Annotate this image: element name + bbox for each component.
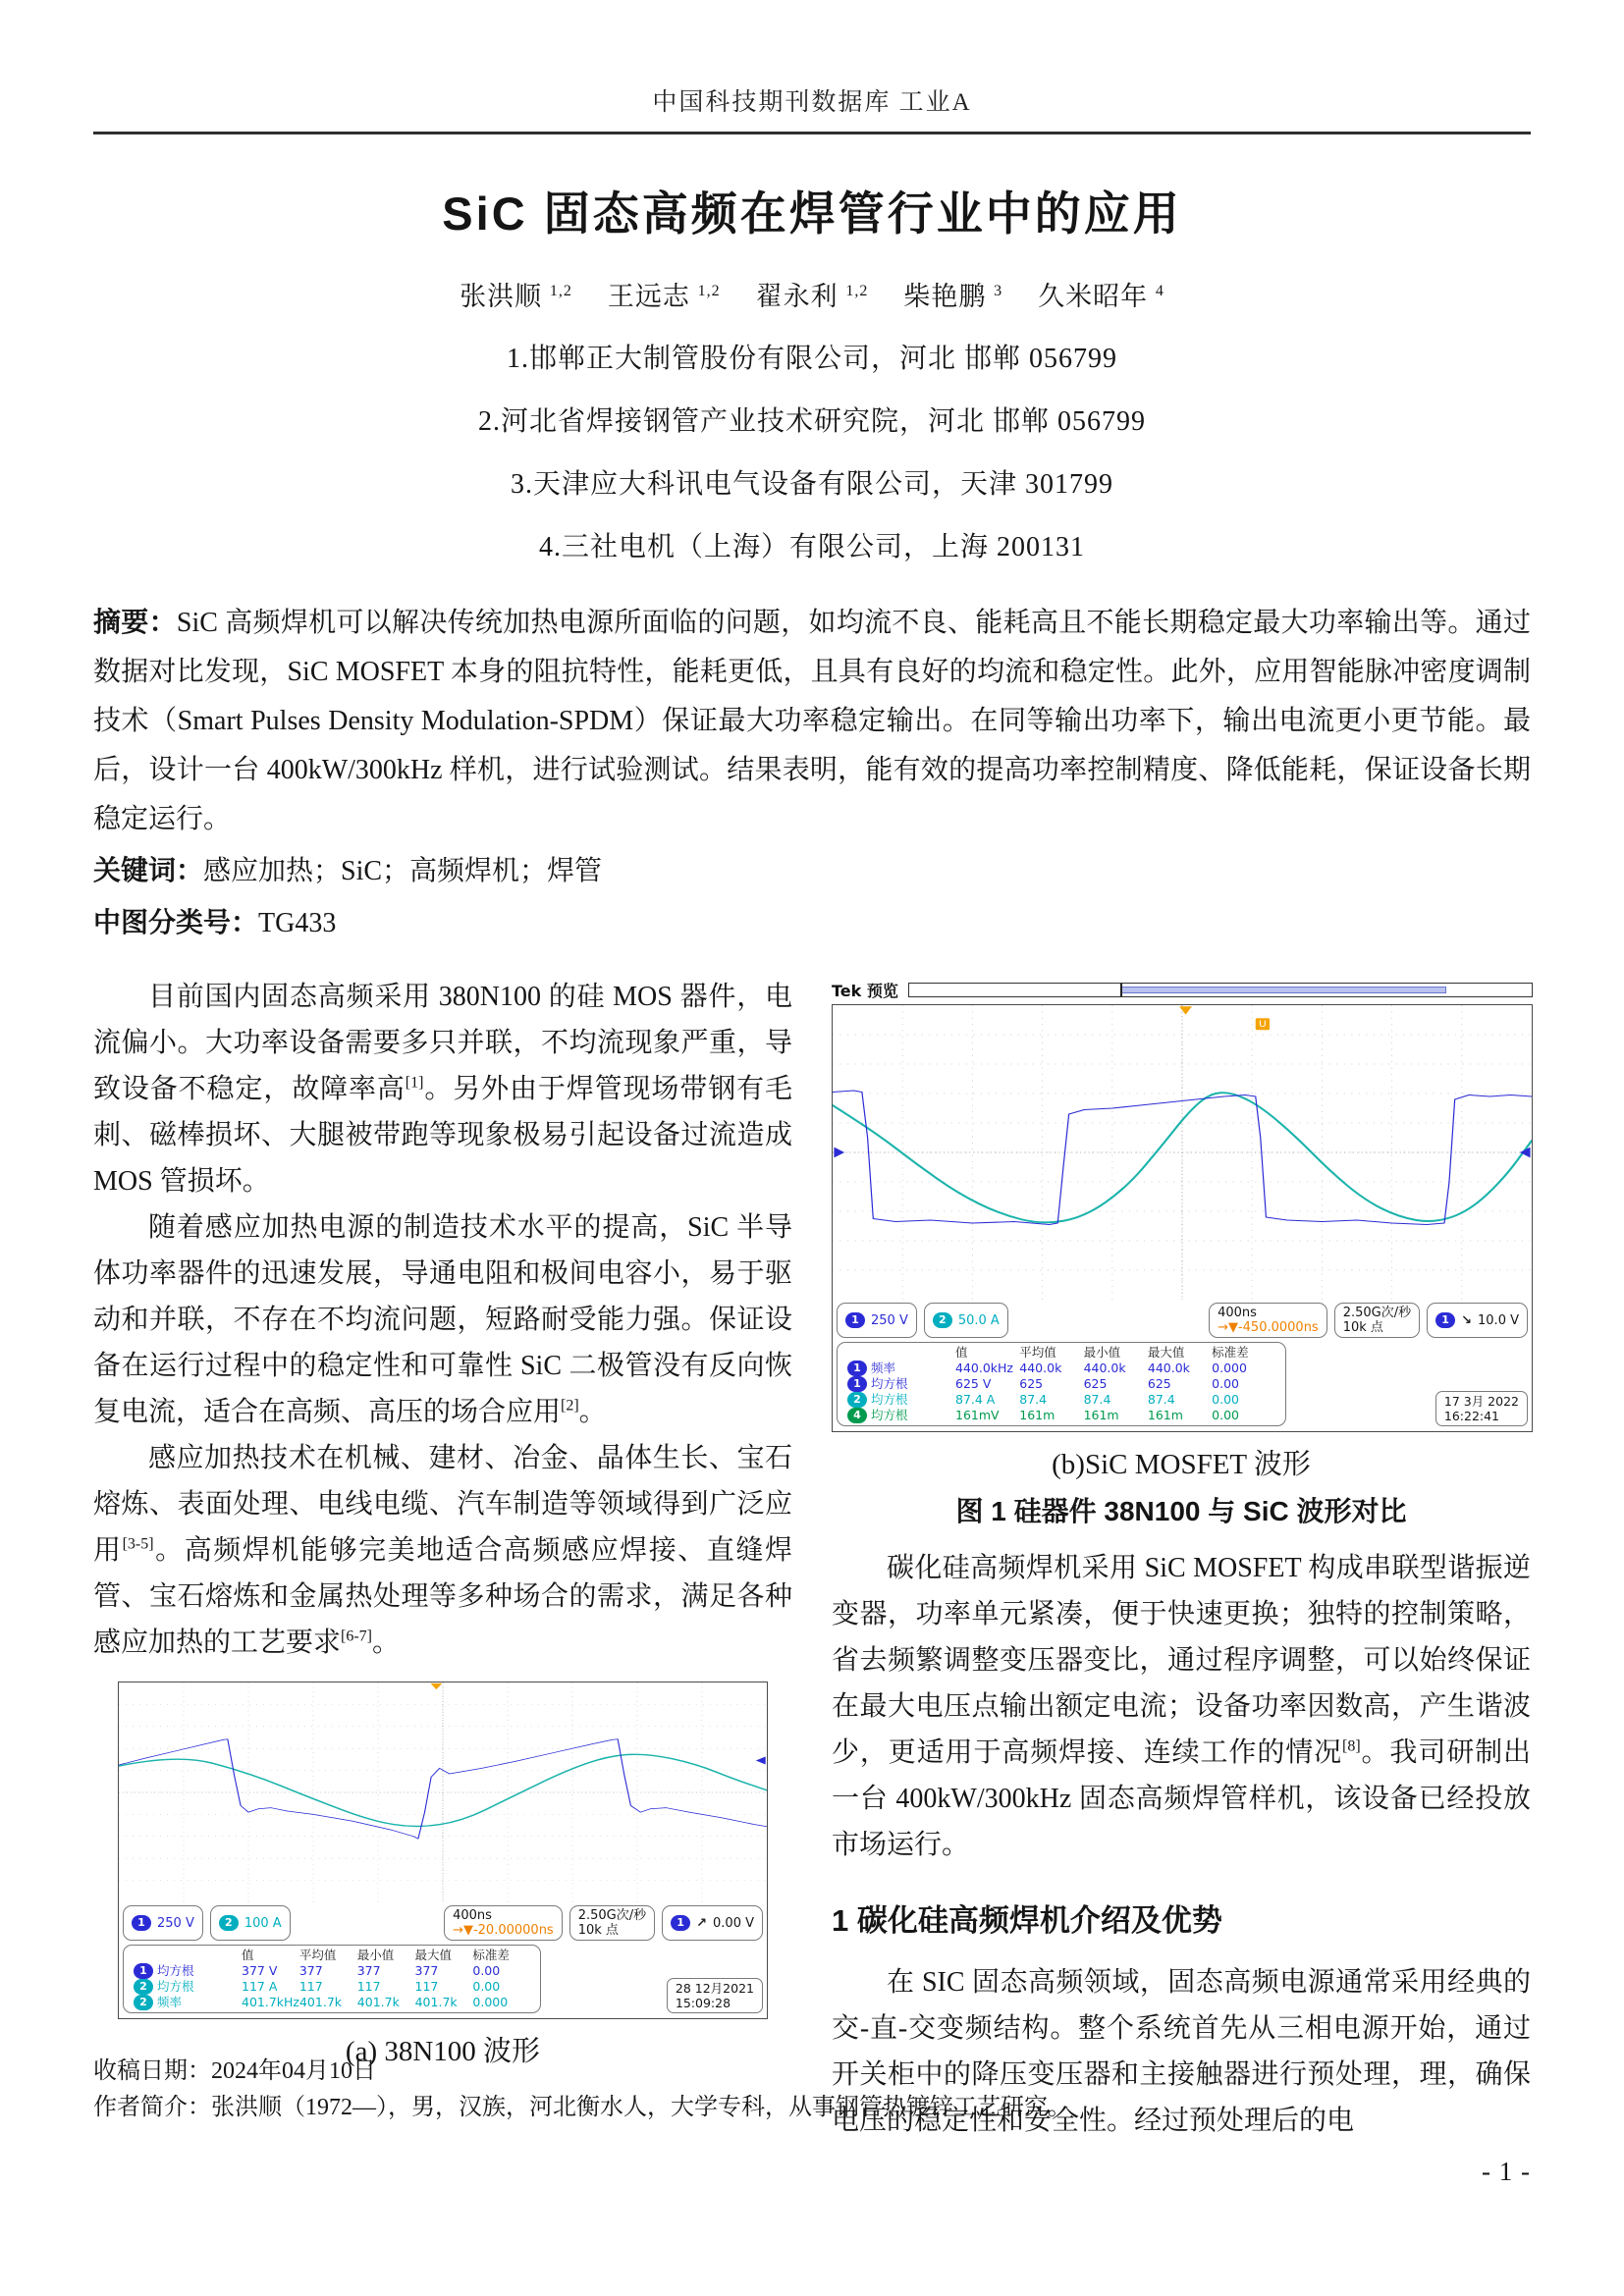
channel-chip-icon: 2	[134, 1995, 153, 2010]
abstract-text: SiC 高频焊机可以解决传统加热电源所面临的问题，如均流不良、能耗高且不能长期稳定最大功率输出等。通过数据对比发现，SiC MOSFET 本身的阻抗特性，能耗更低，且具有良好的均流和稳定性。此外，应用智能脉冲密度调制技术（Smart Pulses Density Modulation-SPDM）保证最大功率稳定输出。在同等输出功率下，输出电流更小更节能。最后，设计一台 400kW/300kHz 样机，进行试验测试。结果表明，能有效的提高功率控制精度、降低能耗，保证设备长期稳定运行。	[93, 608, 1531, 834]
affiliation-4: 4.三社电机（上海）有限公司，上海 200131	[538, 532, 1085, 562]
scope-b-readout	[833, 1300, 1532, 1431]
reference-marker: [2]	[561, 1397, 579, 1415]
scope-b-samplerate: 2.50G次/秒 10k 点	[1334, 1303, 1420, 1338]
scope-a-datetime: 28 12月2021 15:09:28	[667, 1978, 763, 2013]
tek-preview-label: Tek 预览	[832, 981, 898, 1000]
clc-label: 中图分类号：	[93, 907, 259, 937]
channel-chip-icon: 1	[847, 1361, 867, 1376]
ch2-chip-icon: 2	[219, 1915, 239, 1931]
trigger-source-chip-icon: 1	[671, 1915, 690, 1931]
page-footer	[93, 2054, 1531, 2190]
reference-marker: [6-7]	[341, 1628, 372, 1645]
page-number: - 1 -	[1482, 2157, 1531, 2186]
two-column-body	[93, 974, 1531, 2144]
reference-marker: [3-5]	[122, 1535, 154, 1553]
scope-measure-row: 4 均方根 161mV 161m 161m 161m 0.00	[847, 1408, 1275, 1423]
paragraph: 目前国内固态高频采用 380N100 的硅 MOS 器件，电流偏小。大功率设备需要多只并联，不均流现象严重，导致设备不稳定，故障率高[1]。另外由于焊管现场带钢有毛刺、磁棒损坏、大腿被带跑等现象极易引起设备过流造成 MOS 管损坏。	[93, 982, 792, 1197]
received-date-line: 收稿日期：2024年04月10日	[93, 2058, 376, 2084]
paragraph: 在 SIC 固态高频领域，固态高频电源通常采用经典的交-直-交变频结构。整个系统首先从三相电源开始，通过开关柜中的降压变压器和主接触器进行预处理，理，确保电压的稳定性和安全性。经过预处理后的电	[832, 1967, 1531, 2136]
scope-b-screen	[832, 1004, 1533, 1432]
trigger-slope-icon: ↘	[1461, 1312, 1473, 1328]
keywords-label: 关键词：	[93, 855, 204, 885]
scope-measure-row: 1 均方根 625 V 625 625 625 0.00	[847, 1376, 1275, 1392]
trigger-position-readout: →▼-20.00000ns	[453, 1923, 554, 1938]
right-column	[832, 974, 1531, 2144]
scope-a-timebase: 400ns →▼-20.00000ns	[444, 1905, 563, 1941]
acquisition-window-segment	[1120, 987, 1446, 993]
acquisition-tick	[1120, 984, 1122, 996]
author-name: 柴艳鹏 $^3$	[903, 282, 1003, 311]
trigger-source-chip-icon: 1	[1435, 1312, 1455, 1328]
subfigure-b-caption: (b)SiC MOSFET 波形	[1052, 1449, 1311, 1480]
scope-b-timebase: 400ns →▼-450.0000ns	[1209, 1303, 1327, 1338]
scope-b-ch1-scale: 1 250 V	[837, 1303, 917, 1338]
author-name: 久米昭年 $^4$	[1038, 282, 1164, 311]
abstract-label: 摘要：	[93, 607, 177, 637]
scope-b-datetime: 17 3月 2022 16:22:41	[1435, 1391, 1528, 1426]
affiliation-3: 3.天津应大科讯电气设备有限公司，天津 301799	[510, 469, 1113, 500]
channel-chip-icon: 4	[847, 1408, 867, 1423]
oscilloscope-figure-a	[118, 1682, 768, 2019]
affiliation-2: 2.河北省焊接钢管产业技术研究院，河北 邯郸 056799	[477, 406, 1146, 437]
measure-table-header: 值 平均值 最小值 最大值 标准差	[955, 1345, 1249, 1360]
header-divider	[93, 132, 1531, 134]
figure1-caption: 图 1 硅器件 38N100 与 SiC 波形对比	[955, 1496, 1407, 1526]
scope-b-measure-table	[837, 1342, 1286, 1426]
channel-chip-icon: 1	[847, 1376, 867, 1392]
author-name: 王远志 $^{1,2}$	[607, 282, 721, 311]
oscilloscope-figure-b	[832, 978, 1533, 1432]
scope-a-screen	[118, 1682, 768, 2019]
paper-title: SiC 固态高频在焊管行业中的应用	[442, 187, 1182, 240]
reference-marker: [1]	[405, 1074, 424, 1092]
channel-chip-icon: 2	[847, 1392, 867, 1408]
svg-text:U: U	[1258, 1019, 1267, 1030]
author-name: 翟永利 $^{1,2}$	[755, 282, 869, 311]
scope-measure-row: 1 频率 440.0kHz 440.0k 440.0k 440.0k 0.000	[847, 1361, 1275, 1376]
paragraph: 感应加热技术在机械、建材、冶金、晶体生长、宝石熔炼、表面处理、电线电缆、汽车制造等领域得到广泛应用[3-5]。高频焊机能够完美地适合高频感应焊接、直缝焊管、宝石熔炼和金属热处理等多种场合的需求，满足各种感应加热的工艺要求[6-7]。	[93, 1443, 792, 1658]
reference-marker: [8]	[1342, 1737, 1361, 1755]
clc-text: TG433	[258, 908, 337, 938]
scope-measure-row: 2 均方根 117 A 117 117 117 0.00	[134, 1979, 530, 1995]
measure-table-header: 值 平均值 最小值 最大值 标准差	[242, 1948, 510, 1962]
trigger-slope-icon: ↗	[696, 1915, 708, 1931]
paragraph: 碳化硅高频焊机采用 SiC MOSFET 构成串联型谐振逆变器，功率单元紧凑，便于快速更换；独特的控制策略，省去频繁调整变压器变比，通过程序调整，可以始终保证在最大电压点输出额定电流；设备功率因数高，产生谐波少，更适用于高频焊接、连续工作的情况[8]。我司研制出一台 400kW/300kHz 固态高频焊管样机，该设备已经投放市场运行。	[832, 1553, 1531, 1860]
scope-b-ch2-scale: 2 50.0 A	[924, 1303, 1008, 1338]
scope-b-topbar	[832, 978, 1533, 1001]
keywords-line	[93, 846, 1531, 896]
section-1-heading: 1 碳化硅高频焊机介绍及优势	[832, 1903, 1222, 1938]
channel-chip-icon: 2	[134, 1979, 153, 1995]
scope-a-ch1-scale: 1 250 V	[123, 1905, 203, 1941]
journal-header-text: 中国科技期刊数据库 工业A	[652, 89, 972, 116]
scope-measure-row: 2 均方根 87.4 A 87.4 87.4 87.4 0.00	[847, 1392, 1275, 1408]
acquisition-position-rail	[908, 983, 1533, 997]
channel-chip-icon: 1	[134, 1963, 153, 1979]
left-column	[93, 974, 792, 2071]
ch1-chip-icon: 1	[845, 1312, 865, 1328]
ch2-chip-icon: 2	[933, 1312, 952, 1328]
journal-header	[93, 0, 1531, 118]
abstract	[93, 598, 1531, 844]
scope-a-trigger: 1 ↗ 0.00 V	[662, 1905, 763, 1941]
clc-line	[93, 898, 1531, 948]
trigger-position-readout: →▼-450.0000ns	[1218, 1320, 1319, 1335]
scope-a-waveform-plot	[119, 1682, 767, 1902]
scope-a-ch2-scale: 2 100 A	[210, 1905, 291, 1941]
scope-b-trigger: 1 ↘ 10.0 V	[1427, 1303, 1528, 1338]
paragraph: 随着感应加热电源的制造技术水平的提高，SiC 半导体功率器件的迅速发展，导通电阻和极间电容小，易于驱动和并联，不存在不均流问题，短路耐受能力强。保证设备在运行过程中的稳定性和可靠性 SiC 二极管没有反向恢复电流，适合在高频、高压的场合应用[2]。	[93, 1212, 792, 1427]
scope-b-waveform-plot	[833, 1005, 1532, 1300]
keywords-text: 感应加热；SiC；高频焊机；焊管	[203, 856, 603, 886]
scope-a-readout	[119, 1902, 767, 2018]
scope-measure-row: 2 频率 401.7kHz 401.7k 401.7k 401.7k 0.000	[134, 1995, 530, 2010]
authors-line	[93, 275, 1531, 313]
subfigure-a-caption: (a) 38N100 波形	[345, 2036, 541, 2067]
scope-a-measure-table	[123, 1945, 541, 2013]
author-name: 张洪顺 $^{1,2}$	[460, 282, 572, 311]
scope-measure-row: 1 均方根 377 V 377 377 377 0.00	[134, 1963, 530, 1979]
scope-a-samplerate: 2.50G次/秒 10k 点	[569, 1905, 655, 1941]
author-bio-line: 作者简介：张洪顺（1972—），男，汉族，河北衡水人，大学专科，从事钢管热镀锌工艺研究。	[93, 2095, 1071, 2120]
ch1-chip-icon: 1	[132, 1915, 151, 1931]
affiliation-1: 1.邯郸正大制管股份有限公司，河北 邯郸 056799	[506, 344, 1117, 374]
